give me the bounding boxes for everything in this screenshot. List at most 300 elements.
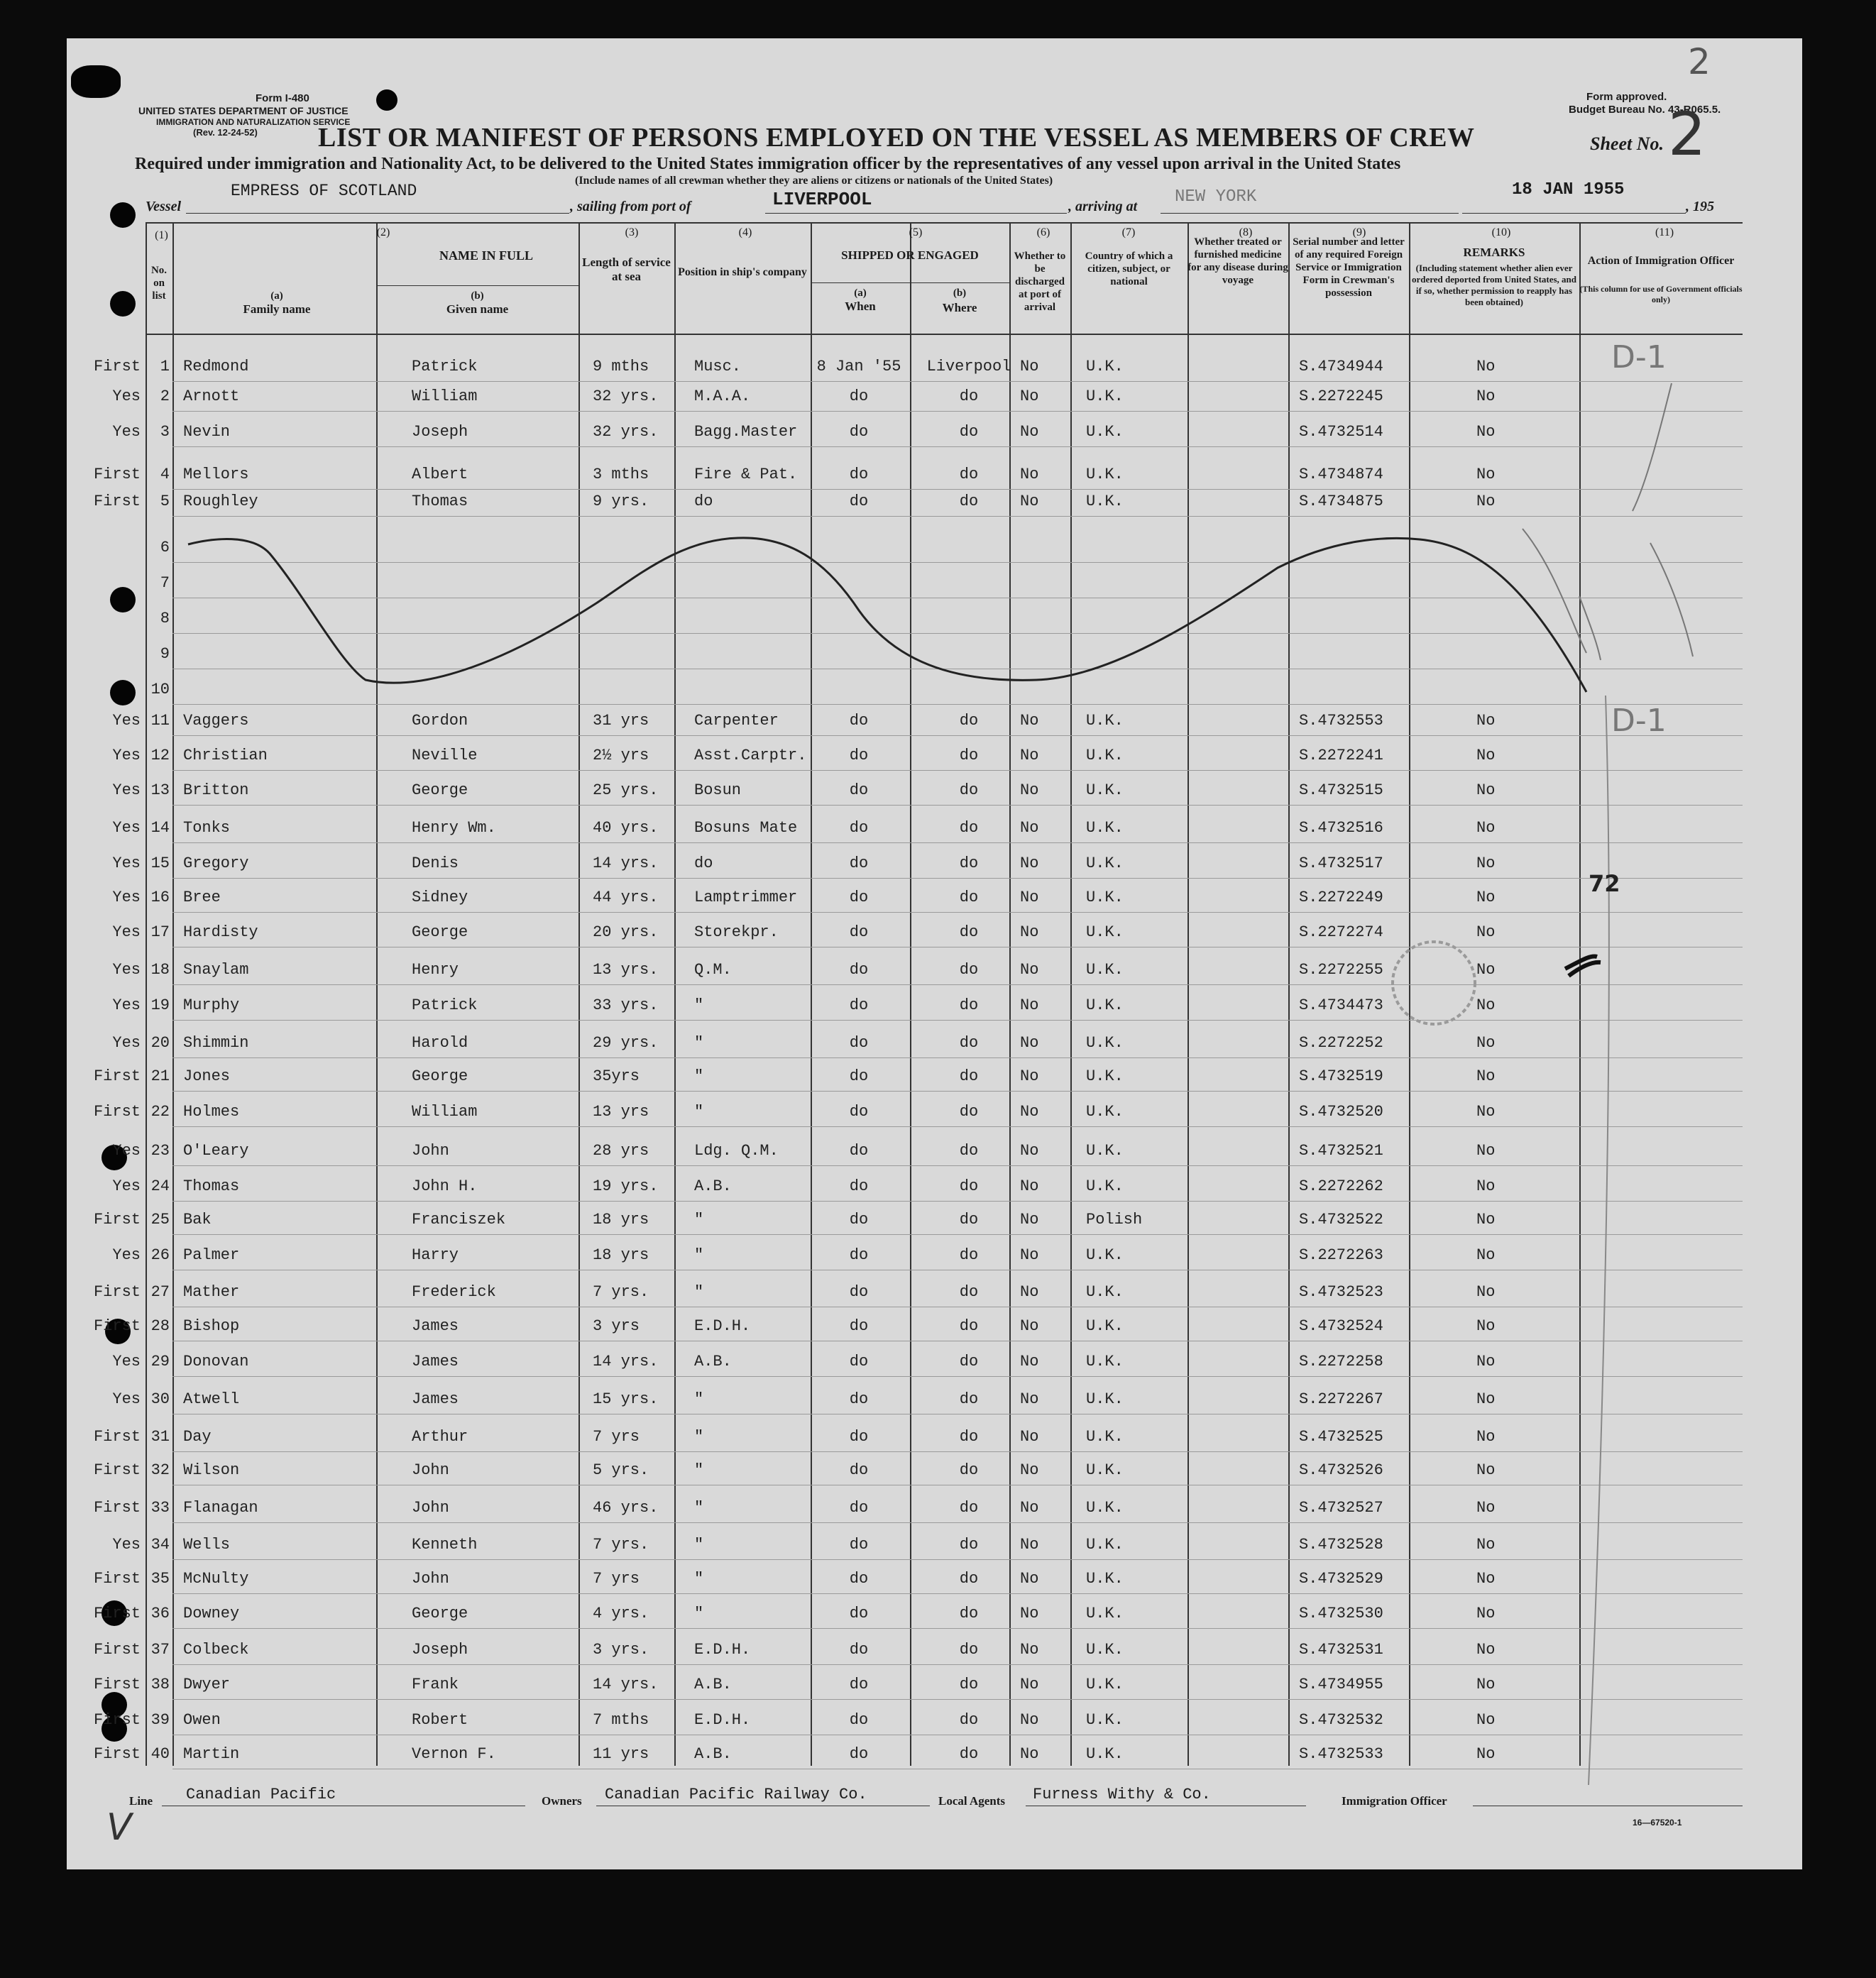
cell-len: 46 yrs.: [593, 1499, 659, 1517]
cell-len: 18 yrs: [593, 1211, 649, 1229]
cell-no: 25: [150, 1211, 170, 1229]
cell-pre: Yes: [112, 781, 141, 799]
cell-pos: Bagg.Master: [694, 423, 798, 441]
cell-serial: S.2272241: [1299, 747, 1383, 764]
cell-no: 35: [150, 1570, 170, 1588]
cell-no: 37: [150, 1641, 170, 1659]
cell-dis: No: [1020, 1317, 1039, 1335]
cell-country: U.K.: [1086, 493, 1124, 510]
cell-pos: do: [694, 493, 713, 510]
cell-serial: S.2272252: [1299, 1034, 1383, 1052]
cell-given: Robert: [412, 1711, 468, 1729]
cell-pos: A.B.: [694, 1177, 732, 1195]
cell-pre: First: [93, 1745, 141, 1763]
manifest-title: LIST OR MANIFEST OF PERSONS EMPLOYED ON THE VESSEL AS MEMBERS OF CREW: [318, 123, 1475, 153]
cell-family: O'Leary: [183, 1142, 249, 1160]
cell-given: Joseph: [412, 1641, 468, 1659]
cell-pre: First: [93, 1428, 141, 1446]
cell-given: John: [412, 1499, 449, 1517]
cell-serial: S.4732517: [1299, 855, 1383, 872]
cell-serial: S.4732532: [1299, 1711, 1383, 1729]
cell-no: 17: [150, 923, 170, 941]
cell-pos: ": [694, 1499, 704, 1517]
cell-pre: Yes: [112, 889, 141, 906]
cell-pos: ": [694, 1570, 704, 1588]
cell-dis: No: [1020, 1283, 1039, 1301]
cell-country: U.K.: [1086, 1283, 1124, 1301]
cell-dis: No: [1020, 1605, 1039, 1622]
cell-given: Joseph: [412, 423, 468, 441]
cell-dis: No: [1020, 996, 1039, 1014]
cell-where: do: [959, 889, 979, 906]
cell-dis: No: [1020, 1641, 1039, 1659]
header-discharged: Whether to be discharged at port of arrival: [1014, 251, 1066, 313]
cell-given: George: [412, 923, 468, 941]
cell-pos: Ldg. Q.M.: [694, 1142, 779, 1160]
cell-remarks: No: [1476, 1745, 1496, 1763]
cell-given: James: [412, 1390, 459, 1408]
cell-given: Patrick: [412, 358, 478, 375]
cell-country: U.K.: [1086, 1103, 1124, 1121]
cell-remarks: No: [1476, 996, 1496, 1014]
cell-serial: S.4732520: [1299, 1103, 1383, 1121]
cell-given: George: [412, 1605, 468, 1622]
cell-country: U.K.: [1086, 1428, 1124, 1446]
cell-when: do: [849, 1605, 869, 1622]
cell-when: do: [849, 1211, 869, 1229]
header-where: Where: [942, 301, 977, 314]
cell-pre: Yes: [112, 1246, 141, 1264]
cell-given: John: [412, 1142, 449, 1160]
cell-country: U.K.: [1086, 423, 1124, 441]
cell-where: do: [959, 1246, 979, 1264]
cell-no: 18: [150, 961, 170, 979]
column-number: (5): [909, 226, 923, 238]
cell-remarks: No: [1476, 1177, 1496, 1195]
cell-serial: S.4734473: [1299, 996, 1383, 1014]
cell-given: William: [412, 388, 478, 405]
cell-pos: ": [694, 1428, 704, 1446]
cell-len: 3 mths: [593, 466, 649, 483]
cell-given: Denis: [412, 855, 459, 872]
agency-line-3: IMMIGRATION AND NATURALIZATION SERVICE: [156, 117, 351, 127]
cell-where: do: [959, 781, 979, 799]
cell-dis: No: [1020, 1499, 1039, 1517]
cell-no: 16: [150, 889, 170, 906]
cell-pre: Yes: [112, 819, 141, 837]
cell-country: U.K.: [1086, 961, 1124, 979]
cell-pre: First: [93, 1711, 141, 1729]
header-position: Position in ship's company: [678, 266, 807, 278]
cell-serial: S.4734874: [1299, 466, 1383, 483]
cell-when: do: [849, 996, 869, 1014]
cell-pre: Yes: [112, 1142, 141, 1160]
cell-family: Donovan: [183, 1353, 249, 1370]
cell-pos: A.B.: [694, 1676, 732, 1693]
cell-remarks: No: [1476, 1142, 1496, 1160]
cell-where: do: [959, 1353, 979, 1370]
cell-remarks: No: [1476, 1570, 1496, 1588]
cell-when: do: [849, 1317, 869, 1335]
cell-pre: Yes: [112, 1353, 141, 1370]
cell-where: do: [959, 747, 979, 764]
cell-where: do: [959, 1676, 979, 1693]
cell-family: Britton: [183, 781, 249, 799]
cell-serial: S.2272245: [1299, 388, 1383, 405]
cell-country: U.K.: [1086, 1461, 1124, 1479]
cell-no: 10: [150, 681, 170, 698]
cell-family: Murphy: [183, 996, 240, 1014]
column-number: (1): [155, 229, 168, 241]
header-given: Given name: [446, 302, 509, 316]
cell-family: Snaylam: [183, 961, 249, 979]
cell-family: Downey: [183, 1605, 240, 1622]
agency-line-4: (Rev. 12-24-52): [193, 127, 258, 138]
cell-len: 4 yrs.: [593, 1605, 649, 1622]
cell-len: 44 yrs.: [593, 889, 659, 906]
cell-no: 21: [150, 1067, 170, 1085]
cell-given: William: [412, 1103, 478, 1121]
cell-where: do: [959, 388, 979, 405]
cell-serial: S.2272249: [1299, 889, 1383, 906]
cell-pre: First: [93, 1570, 141, 1588]
cell-pos: Lamptrimmer: [694, 889, 798, 906]
owners-value: Canadian Pacific Railway Co.: [605, 1786, 867, 1803]
header-when-a: (a): [854, 287, 867, 299]
vessel-name: EMPRESS OF SCOTLAND: [231, 182, 417, 200]
cell-family: Shimmin: [183, 1034, 249, 1052]
arriving-label: , arriving at: [1068, 199, 1138, 214]
cell-dis: No: [1020, 712, 1039, 730]
cell-pre: First: [93, 1103, 141, 1121]
cell-pre: Yes: [112, 747, 141, 764]
cell-country: U.K.: [1086, 819, 1124, 837]
cell-where: do: [959, 493, 979, 510]
cell-no: 15: [150, 855, 170, 872]
header-remarks: REMARKS: [1463, 246, 1525, 259]
cell-given: James: [412, 1317, 459, 1335]
cell-country: U.K.: [1086, 1353, 1124, 1370]
approved-line-2: Budget Bureau No. 43-R065.5.: [1569, 104, 1721, 116]
cell-given: Arthur: [412, 1428, 468, 1446]
cell-serial: S.4734875: [1299, 493, 1383, 510]
header-no-on-list: No. on list: [150, 265, 168, 302]
cell-len: 35yrs: [593, 1067, 640, 1085]
cell-dis: No: [1020, 855, 1039, 872]
agency-line-2: UNITED STATES DEPARTMENT OF JUSTICE: [138, 105, 349, 116]
sailing-label: , sailing from port of: [570, 199, 691, 214]
cell-where: do: [959, 712, 979, 730]
column-number: (9): [1352, 226, 1366, 238]
corner-mark: 2: [1688, 41, 1711, 82]
cell-len: 20 yrs.: [593, 923, 659, 941]
cell-serial: S.4732522: [1299, 1211, 1383, 1229]
cell-pos: ": [694, 1034, 704, 1052]
cell-dis: No: [1020, 466, 1039, 483]
column-number: (11): [1655, 226, 1674, 238]
cell-where: do: [959, 1211, 979, 1229]
cell-country: U.K.: [1086, 388, 1124, 405]
cell-remarks: No: [1476, 923, 1496, 941]
cell-pos: ": [694, 1390, 704, 1408]
cell-no: 26: [150, 1246, 170, 1264]
cell-family: Owen: [183, 1711, 221, 1729]
cell-no: 29: [150, 1353, 170, 1370]
cell-pos: E.D.H.: [694, 1317, 751, 1335]
cell-when: do: [849, 1641, 869, 1659]
cell-when: 8 Jan '55: [816, 358, 901, 375]
cell-no: 36: [150, 1605, 170, 1622]
cell-where: do: [959, 1711, 979, 1729]
cell-when: do: [849, 1177, 869, 1195]
cell-dis: No: [1020, 1428, 1039, 1446]
manifest-subtitle: Required under immigration and Nationality Act, to be delivered to the United States immigration officer by the representatives of any vessel upon arrival in the United States: [135, 155, 1401, 173]
cell-given: Patrick: [412, 996, 478, 1014]
line-label: Line: [129, 1794, 153, 1808]
cell-family: Thomas: [183, 1177, 240, 1195]
cell-where: do: [959, 1142, 979, 1160]
cell-country: U.K.: [1086, 1246, 1124, 1264]
cell-pos: ": [694, 996, 704, 1014]
cell-when: do: [849, 1499, 869, 1517]
cell-where: do: [959, 1428, 979, 1446]
cell-serial: S.4732524: [1299, 1317, 1383, 1335]
cell-pre: First: [93, 1461, 141, 1479]
cell-pos: ": [694, 1461, 704, 1479]
cell-pos: ": [694, 1103, 704, 1121]
cell-country: U.K.: [1086, 1605, 1124, 1622]
header-remarks-note: (Including statement whether alien ever ordered deported from United States, and if so, whether permission to reapply has been obtained): [1411, 263, 1577, 307]
cell-pre: Yes: [112, 855, 141, 872]
cell-dis: No: [1020, 923, 1039, 941]
cell-when: do: [849, 923, 869, 941]
cell-where: do: [959, 1390, 979, 1408]
cell-dis: No: [1020, 1536, 1039, 1554]
cell-pos: Carpenter: [694, 712, 779, 730]
cell-pre: Yes: [112, 388, 141, 405]
cell-when: do: [849, 1034, 869, 1052]
cell-when: do: [849, 712, 869, 730]
cell-where: Liverpool: [926, 358, 1011, 375]
sheet-number: 2: [1668, 99, 1706, 169]
cell-given: George: [412, 1067, 468, 1085]
agents-value: Furness Withy & Co.: [1033, 1786, 1211, 1803]
arriving-port: NEW YORK: [1175, 187, 1257, 207]
cell-len: 7 mths: [593, 1711, 649, 1729]
cell-len: 31 yrs: [593, 712, 649, 730]
cell-serial: S.4732515: [1299, 781, 1383, 799]
year-label: , 195: [1686, 199, 1714, 214]
cell-remarks: No: [1476, 1390, 1496, 1408]
cell-len: 14 yrs.: [593, 855, 659, 872]
cell-when: do: [849, 1461, 869, 1479]
cell-where: do: [959, 466, 979, 483]
cell-no: 8: [160, 610, 170, 627]
cell-pos: E.D.H.: [694, 1711, 751, 1729]
cell-serial: S.4732523: [1299, 1283, 1383, 1301]
cell-family: Tonks: [183, 819, 231, 837]
cell-remarks: No: [1476, 1103, 1496, 1121]
cell-given: Franciszek: [412, 1211, 506, 1229]
cell-given: Neville: [412, 747, 478, 764]
annotation-72: 72: [1589, 870, 1620, 897]
column-number: (8): [1239, 226, 1253, 238]
cell-when: do: [849, 1390, 869, 1408]
cell-serial: S.4732553: [1299, 712, 1383, 730]
cell-country: U.K.: [1086, 1570, 1124, 1588]
cell-len: 9 mths: [593, 358, 649, 375]
cell-remarks: No: [1476, 889, 1496, 906]
cell-pos: ": [694, 1605, 704, 1622]
cell-no: 1: [160, 358, 170, 375]
cell-when: do: [849, 819, 869, 837]
cell-dis: No: [1020, 819, 1039, 837]
cell-when: do: [849, 1428, 869, 1446]
cell-family: Mather: [183, 1283, 240, 1301]
cell-len: 40 yrs.: [593, 819, 659, 837]
cell-dis: No: [1020, 889, 1039, 906]
cell-when: do: [849, 423, 869, 441]
header-action-note: (This column for use of Government officials only): [1579, 284, 1743, 304]
column-number: (10): [1491, 226, 1511, 238]
cell-where: do: [959, 923, 979, 941]
cell-family: Bak: [183, 1211, 212, 1229]
cell-remarks: No: [1476, 819, 1496, 837]
cell-pre: First: [93, 1676, 141, 1693]
cell-no: 3: [160, 423, 170, 441]
cell-remarks: No: [1476, 466, 1496, 483]
cell-no: 39: [150, 1711, 170, 1729]
cell-no: 19: [150, 996, 170, 1014]
cell-country: Polish: [1086, 1211, 1143, 1229]
cell-country: U.K.: [1086, 1142, 1124, 1160]
cell-remarks: No: [1476, 1246, 1496, 1264]
column-number: (7): [1121, 226, 1136, 238]
cell-dis: No: [1020, 747, 1039, 764]
header-country: Country of which a citizen, subject, or national: [1085, 251, 1173, 287]
sailing-port: LIVERPOOL: [772, 189, 872, 210]
cell-len: 14 yrs.: [593, 1676, 659, 1693]
cell-dis: No: [1020, 1177, 1039, 1195]
cell-len: 32 yrs.: [593, 423, 659, 441]
cell-family: Atwell: [183, 1390, 240, 1408]
cell-family: Mellors: [183, 466, 249, 483]
cell-given: Vernon F.: [412, 1745, 496, 1763]
cell-pos: Asst.Carptr.: [694, 747, 807, 764]
cell-pos: ": [694, 1211, 704, 1229]
cell-pre: Yes: [112, 1034, 141, 1052]
cell-family: Jones: [183, 1067, 231, 1085]
cell-remarks: No: [1476, 1499, 1496, 1517]
cell-pos: ": [694, 1536, 704, 1554]
cell-country: U.K.: [1086, 1745, 1124, 1763]
cell-country: U.K.: [1086, 1676, 1124, 1693]
cell-no: 7: [160, 574, 170, 592]
cell-pre: Yes: [112, 1536, 141, 1554]
cell-when: do: [849, 493, 869, 510]
header-family-a: (a): [270, 290, 283, 302]
cell-len: 7 yrs.: [593, 1536, 649, 1554]
cell-pre: Yes: [112, 961, 141, 979]
cell-serial: S.2272274: [1299, 923, 1383, 941]
cell-when: do: [849, 1246, 869, 1264]
cell-pre: First: [93, 1283, 141, 1301]
cell-family: Vaggers: [183, 712, 249, 730]
cell-len: 13 yrs: [593, 1103, 649, 1121]
cell-where: do: [959, 1103, 979, 1121]
line-value: Canadian Pacific: [186, 1786, 336, 1803]
cell-given: James: [412, 1353, 459, 1370]
cell-no: 12: [150, 747, 170, 764]
cell-len: 7 yrs: [593, 1570, 640, 1588]
cell-len: 11 yrs: [593, 1745, 649, 1763]
cell-pos: A.B.: [694, 1745, 732, 1763]
cell-pos: ": [694, 1067, 704, 1085]
cell-serial: S.2272255: [1299, 961, 1383, 979]
cell-serial: S.4732530: [1299, 1605, 1383, 1622]
cell-family: Roughley: [183, 493, 258, 510]
cell-serial: S.4732527: [1299, 1499, 1383, 1517]
header-where-b: (b): [953, 287, 967, 299]
cell-pre: Yes: [112, 423, 141, 441]
cell-family: Christian: [183, 747, 268, 764]
cell-len: 3 yrs: [593, 1317, 640, 1335]
cell-country: U.K.: [1086, 1390, 1124, 1408]
cell-pre: First: [93, 493, 141, 510]
cell-remarks: No: [1476, 855, 1496, 872]
cell-len: 5 yrs.: [593, 1461, 649, 1479]
cell-family: Holmes: [183, 1103, 240, 1121]
cell-serial: S.4734955: [1299, 1676, 1383, 1693]
cell-dis: No: [1020, 1034, 1039, 1052]
cell-given: Harold: [412, 1034, 468, 1052]
cell-where: do: [959, 1570, 979, 1588]
cell-pre: Yes: [112, 996, 141, 1014]
cell-len: 7 yrs.: [593, 1283, 649, 1301]
cell-pos: Bosuns Mate: [694, 819, 798, 837]
header-name-in-full: NAME IN FULL: [439, 248, 533, 263]
cell-family: Palmer: [183, 1246, 240, 1264]
cell-remarks: No: [1476, 1428, 1496, 1446]
cell-pos: A.B.: [694, 1353, 732, 1370]
cell-serial: S.4732516: [1299, 819, 1383, 837]
cell-pre: Yes: [112, 1390, 141, 1408]
cell-when: do: [849, 1353, 869, 1370]
cell-where: do: [959, 1067, 979, 1085]
cell-given: George: [412, 781, 468, 799]
cell-country: U.K.: [1086, 781, 1124, 799]
cell-remarks: No: [1476, 1676, 1496, 1693]
cell-remarks: No: [1476, 781, 1496, 799]
cell-given: Henry Wm.: [412, 819, 496, 837]
cell-no: 33: [150, 1499, 170, 1517]
cell-pre: First: [93, 358, 141, 375]
cell-serial: S.4732525: [1299, 1428, 1383, 1446]
cell-pre: First: [93, 1067, 141, 1085]
cell-dis: No: [1020, 1676, 1039, 1693]
header-given-b: (b): [471, 290, 484, 302]
cell-family: Colbeck: [183, 1641, 249, 1659]
header-action: Action of Immigration Officer: [1587, 255, 1735, 267]
cell-family: Flanagan: [183, 1499, 258, 1517]
cell-where: do: [959, 1499, 979, 1517]
cell-no: 13: [150, 781, 170, 799]
cell-dis: No: [1020, 781, 1039, 799]
cell-serial: S.2272267: [1299, 1390, 1383, 1408]
cell-pos: Musc.: [694, 358, 742, 375]
cell-where: do: [959, 996, 979, 1014]
header-family: Family name: [243, 302, 311, 316]
